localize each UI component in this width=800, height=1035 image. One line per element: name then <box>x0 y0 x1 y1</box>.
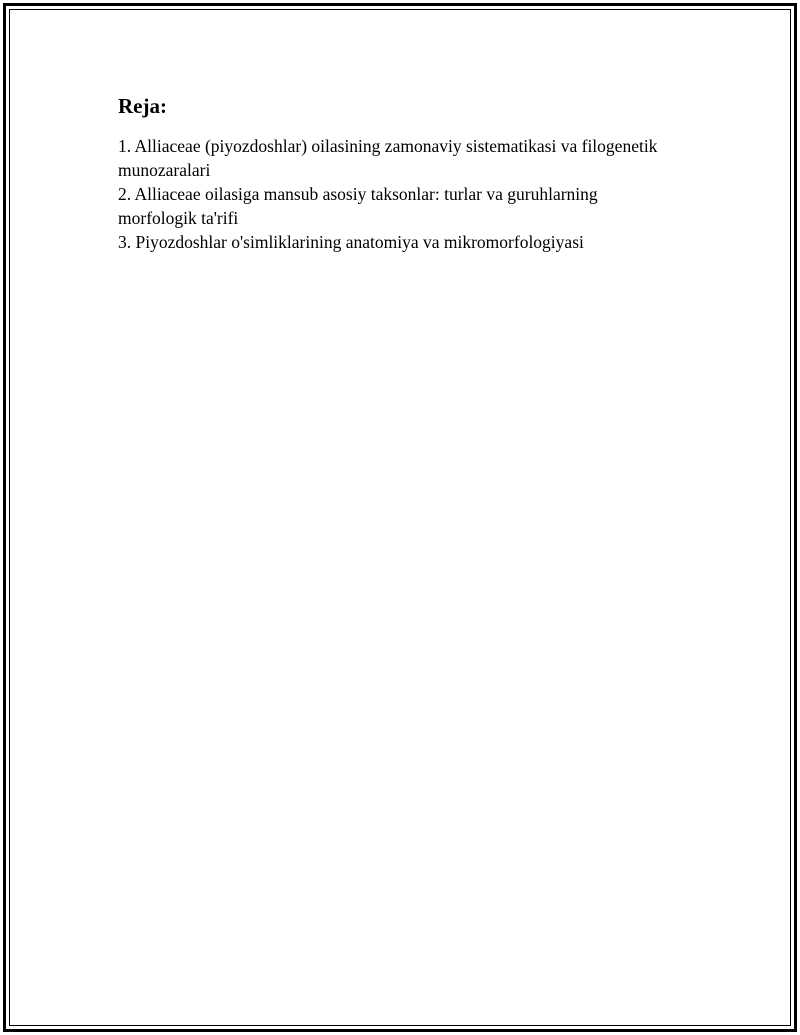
document-content <box>118 92 658 254</box>
plan-item-1: 1. Alliaceae (piyozdoshlar) oilasining zamonaviy sistematikasi va filogenetik munozaralari <box>118 136 658 180</box>
plan-heading: Reja: <box>118 94 167 118</box>
plan-item-3: 3. Piyozdoshlar o'simliklarining anatomiya va mikromorfologiyasi <box>118 232 584 252</box>
plan-item-2: 2. Alliaceae oilasiga mansub asosiy taksonlar: turlar va guruhlarning morfologik ta'rifi <box>118 184 598 228</box>
plan-list <box>118 134 658 254</box>
